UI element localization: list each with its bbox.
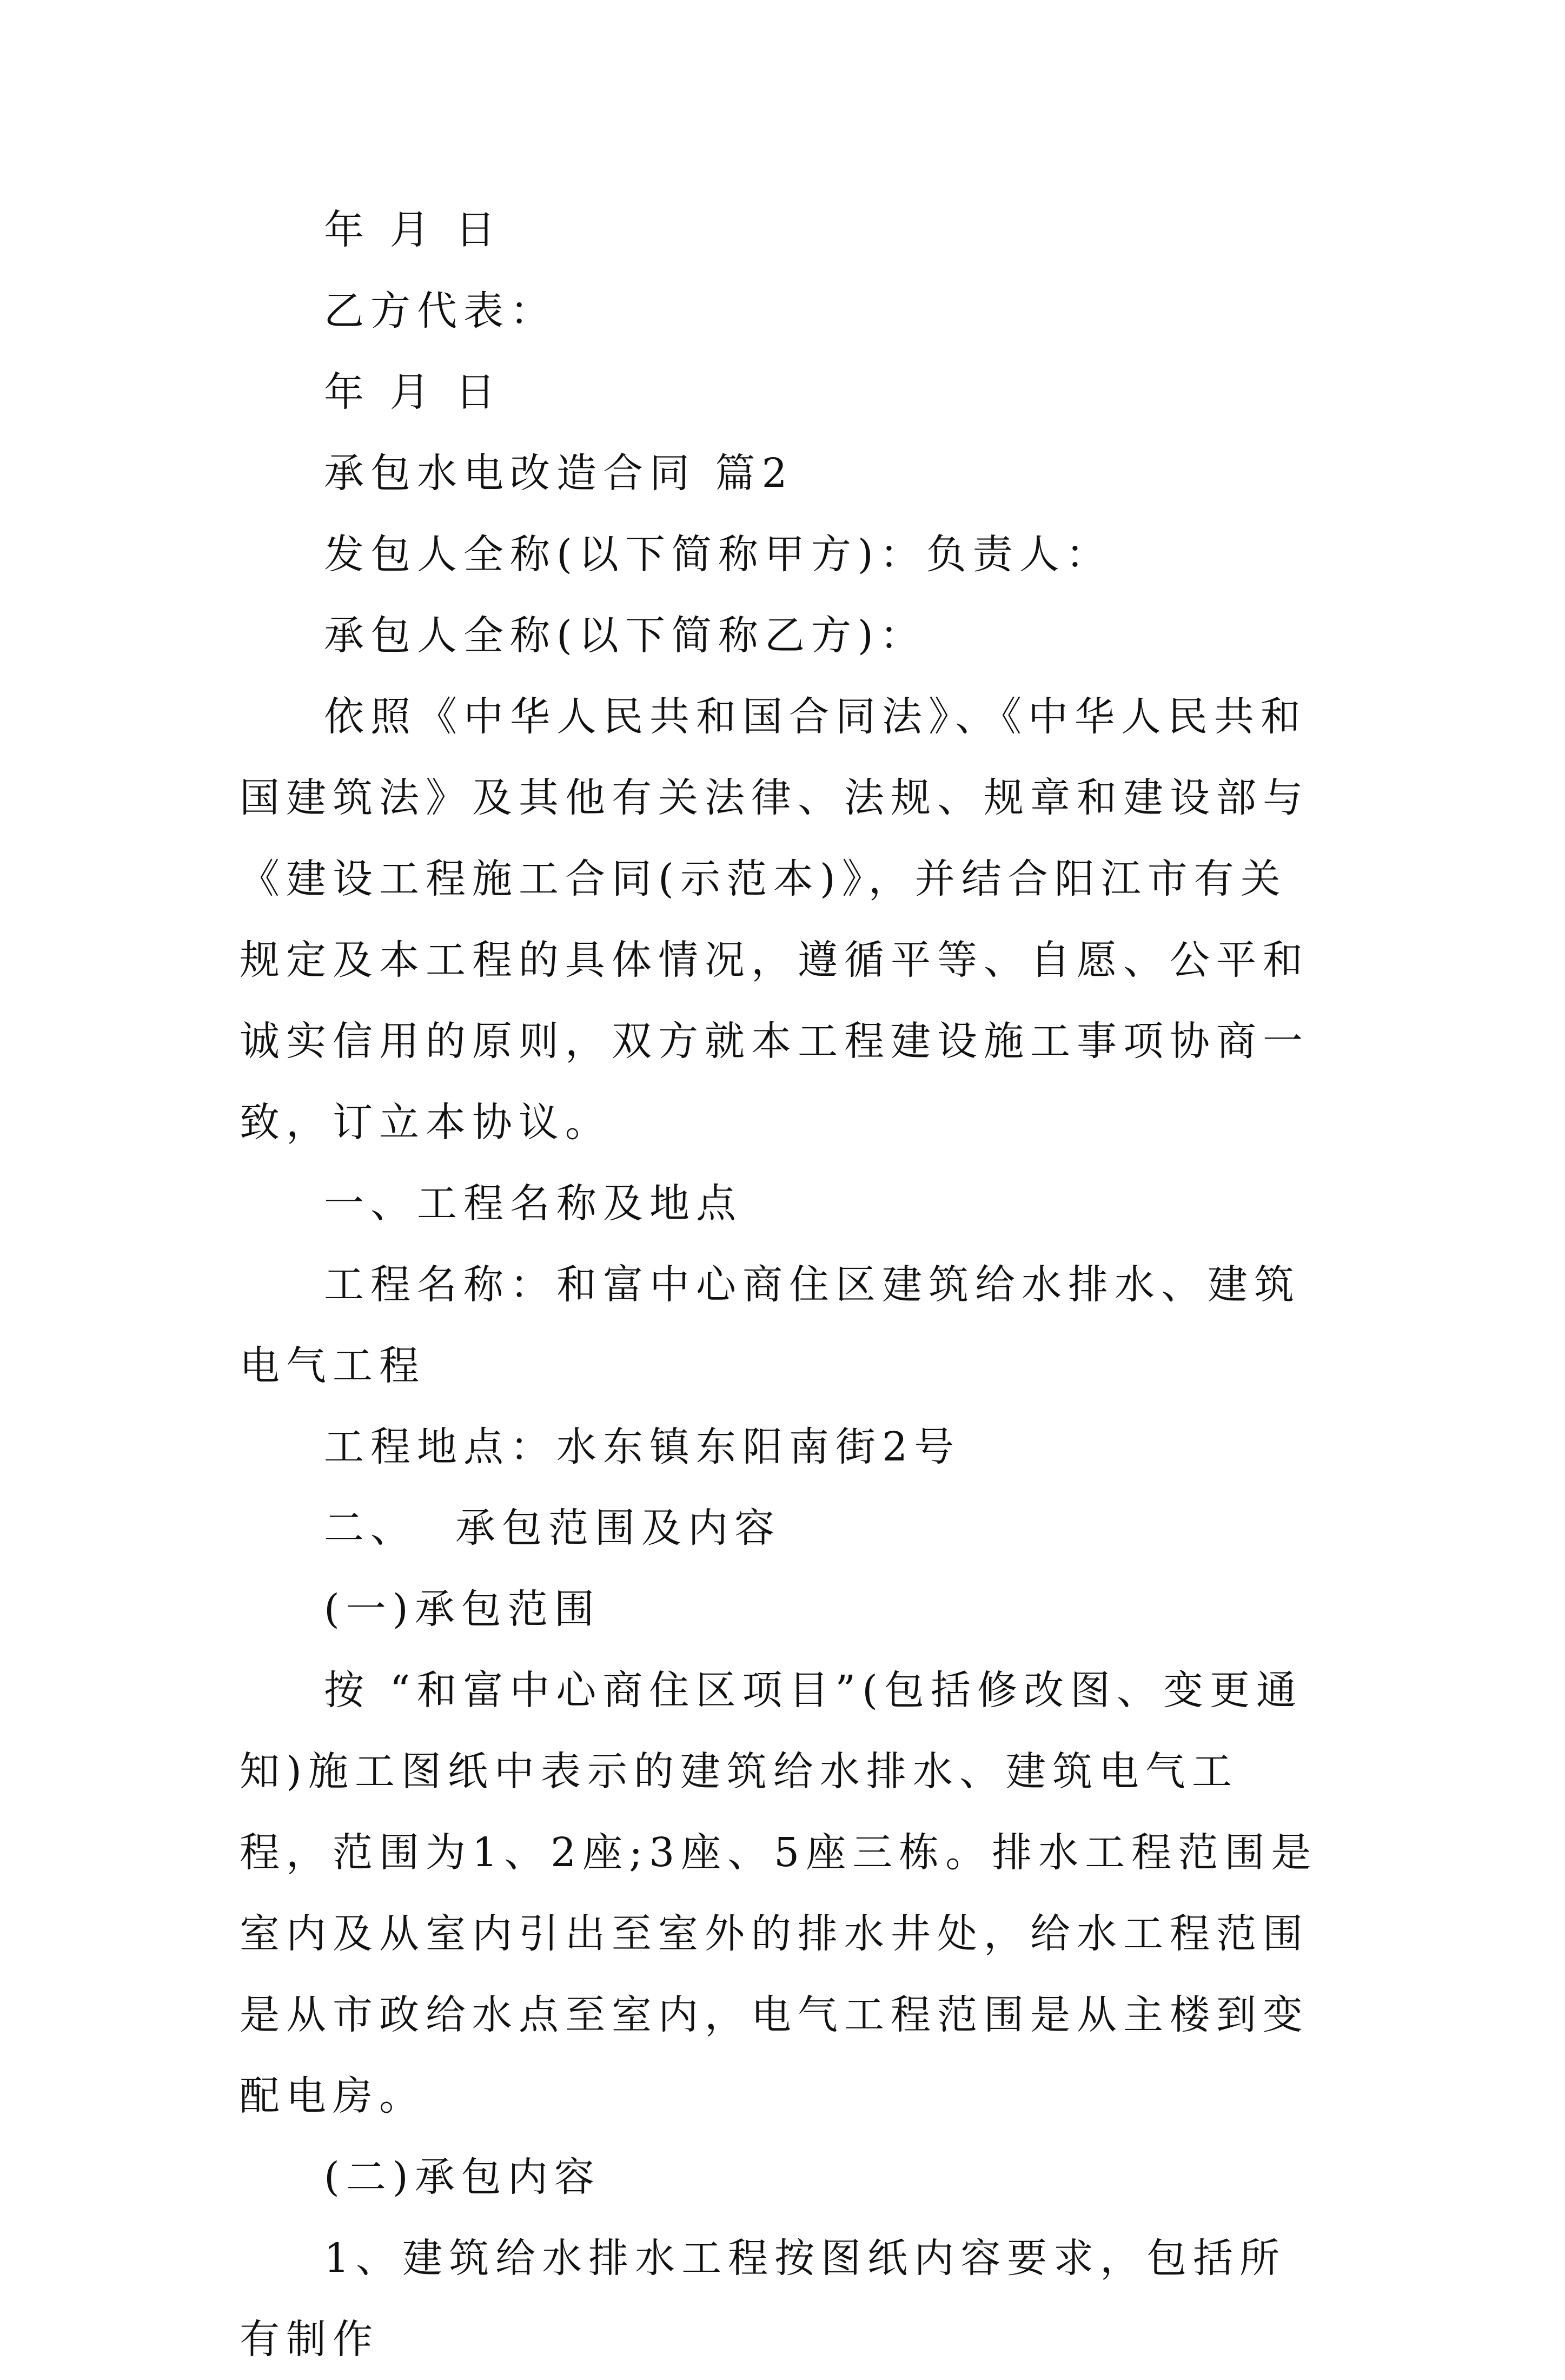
section-heading-contract-2: 承包水电改造合同 篇2 [324,450,794,497]
heading-scope-content: 二、 承包范围及内容 [324,1505,781,1551]
party-a-name-line: 发包人全称(以下简称甲方)：负责人： [324,531,1112,578]
party-b-representative: 乙方代表： [324,288,556,334]
heading-scope: (一)承包范围 [324,1586,601,1632]
content-item-1: 1、建筑给水排水工程按图纸内容要求，包括所有制作 [240,2235,1287,2363]
project-location-line: 工程地点：水东镇东阳南街2号 [324,1424,961,1470]
date-line-2: 年 月 日 [324,369,502,415]
party-b-name-line: 承包人全称(以下简称乙方)： [324,612,926,659]
preamble-paragraph: 依照《中华人民共和国合同法》、《中华人民共和国建筑法》及其他有关法律、法规、规章和建设部与《建设工程施工合同(示范本)》，并结合阳江市有关规定及本工程的具体情况，遵循平等、自愿、公平和诚实信用的原则，双方就本工程建设施工事项协商一致，订立本协议。 [240,693,1309,1146]
date-line-1: 年 月 日 [324,207,502,253]
project-name-paragraph: 工程名称：和富中心商住区建筑给水排水、建筑电气工程 [240,1261,1301,1389]
document-body [240,189,1321,2380]
heading-project-name-location: 一、工程名称及地点 [324,1180,742,1227]
heading-content: (二)承包内容 [324,2154,601,2200]
scope-paragraph: 按 “和富中心商住区项目”(包括修改图、变更通知)施工图纸中表示的建筑给水排水、建筑电气工程，范围为1、2座;3座、5座三栋。排水工程范围是室内及从室内引出至室外的排水井处，给水工程范围是从市政给水点至室内，电气工程范围是从主楼到变配电房。 [240,1667,1318,2119]
